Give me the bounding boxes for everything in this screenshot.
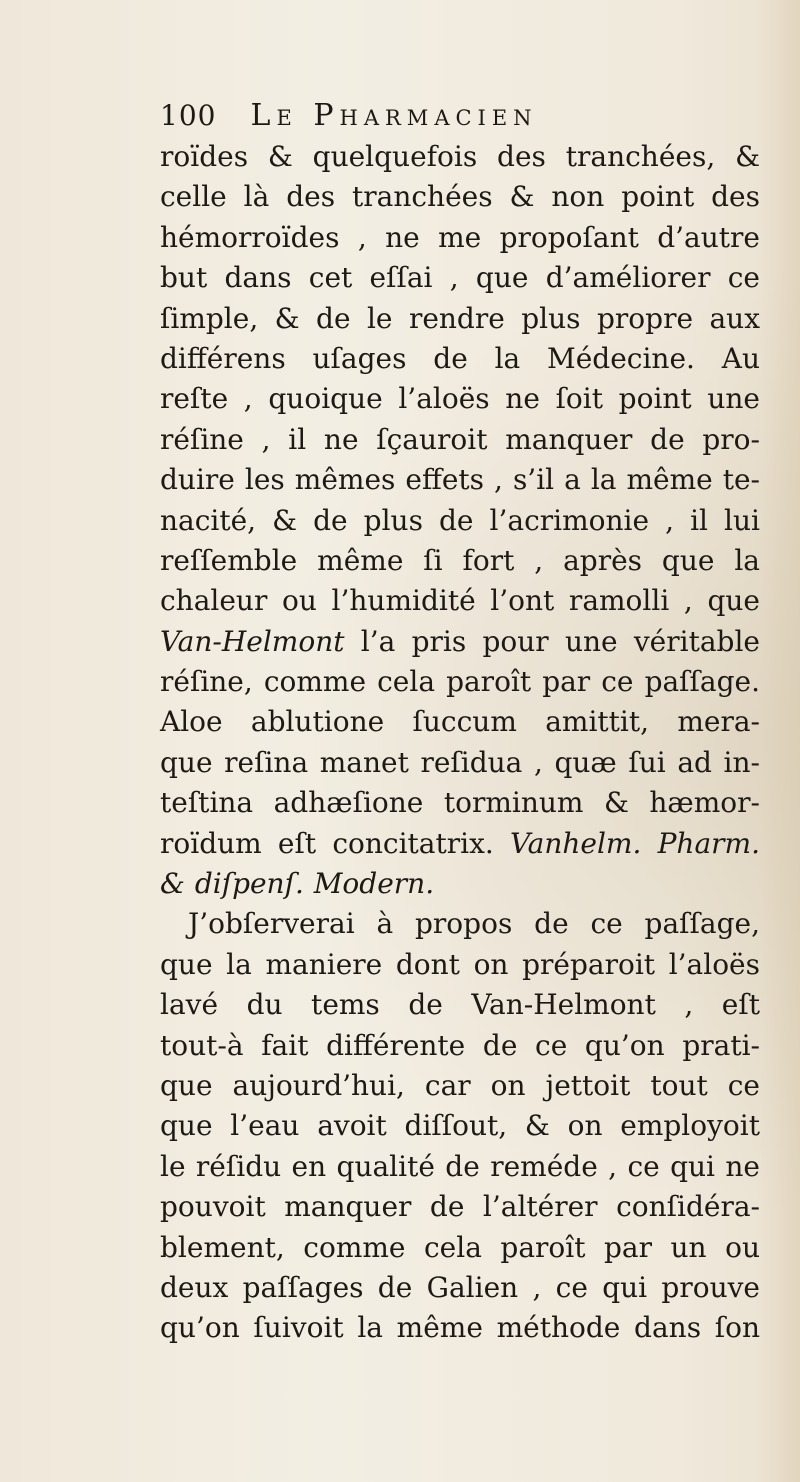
text-line: que l’eau avoit diſſout, & on employoit	[160, 1109, 760, 1143]
text-line: que aujourd’hui, car on jettoit tout ce	[160, 1068, 760, 1102]
page-edge-shading	[760, 0, 800, 1482]
text-line: que la maniere dont on préparoit l’aloës	[160, 947, 760, 981]
text-line: ſimple, & de le rendre plus propre aux	[160, 301, 760, 335]
text-line: le réſidu en qualité de reméde , ce qui ne	[160, 1149, 760, 1183]
text-line: reſte , quoique l’aloës ne ſoit point une	[160, 382, 760, 416]
page-number: 100	[160, 99, 217, 132]
text-line: blement, comme cela paroît par un ou	[160, 1230, 760, 1264]
text-line: but dans cet eſſai , que d’améliorer ce	[160, 261, 760, 295]
text-line: différens uſages de la Médecine. Au	[160, 341, 760, 375]
text-line: réſine , il ne ſçauroit manquer de pro-	[160, 422, 760, 456]
text-line: hémorroïdes , ne me propoſant d’autre	[160, 220, 760, 254]
text-line: tout-à fait différente de ce qu’on prati-	[160, 1028, 760, 1062]
text-line: celle là des tranchées & non point des	[160, 180, 760, 214]
text-line: que reſina manet reſidua , quæ ſui ad in-	[160, 745, 760, 779]
text-line: Van-Helmont l’a pris pour une véritable	[160, 624, 760, 658]
text-line: pouvoit manquer de l’altérer conſidéra-	[160, 1190, 760, 1224]
body-text	[160, 137, 760, 1349]
text-line: reſſemble même ſi fort , après que la	[160, 543, 760, 577]
text-line: J’obſerverai à propos de ce paſſage,	[188, 907, 760, 941]
text-line: chaleur ou l’humidité l’ont ramolli , que	[160, 584, 760, 618]
text-line: lavé du tems de Van-Helmont , eſt	[160, 988, 760, 1022]
text-line: réſine, comme cela paroît par ce paſſage.	[160, 665, 760, 699]
text-line: qu’on ſuivoit la même méthode dans ſon	[160, 1311, 760, 1345]
page-header	[160, 98, 760, 138]
running-title: Le Pharmacien	[250, 98, 538, 133]
text-line: teſtina adhæſione torminum & hæmor-	[160, 786, 760, 820]
text-line: duire les mêmes effets , s’il a la même te-	[160, 463, 760, 497]
text-line: & diſpenſ. Modern.	[160, 867, 435, 901]
text-line: roïdum eſt concitatrix. Vanhelm. Pharm.	[160, 826, 760, 860]
text-line: nacité, & de plus de l’acrimonie , il lui	[160, 503, 760, 537]
text-line: roïdes & quelquefois des tranchées, &	[160, 140, 760, 173]
text-line: deux paſſages de Galien , ce qui prouve	[160, 1270, 760, 1304]
text-line: Aloe ablutione ſuccum amittit, mera-	[160, 705, 760, 739]
